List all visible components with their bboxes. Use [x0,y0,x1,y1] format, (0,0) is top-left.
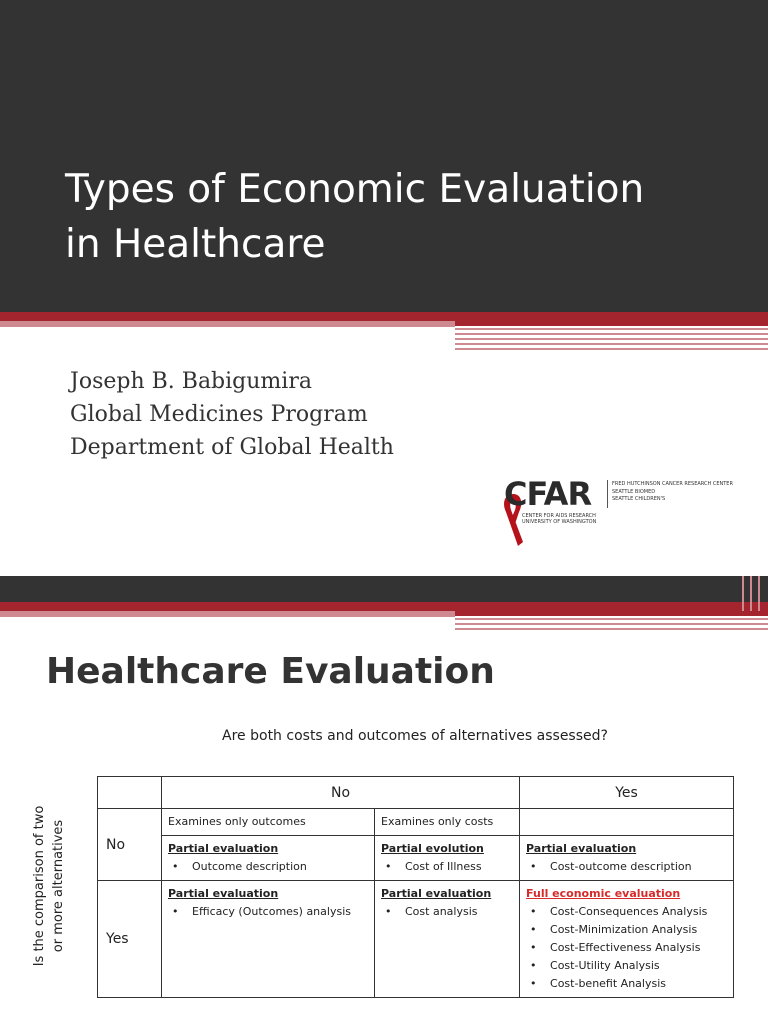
table-cell [520,836,734,881]
bullet-item: • Cost-Consequences Analysis [526,903,727,921]
cell-label: Partial evaluation [168,842,279,855]
partner-line: SEATTLE CHILDREN'S [612,496,666,502]
table-row [98,881,734,998]
bullet-item: • Cost-benefit Analysis [526,975,727,993]
row-label-no: No [98,809,162,881]
author-block [70,365,394,464]
header-band [0,576,768,602]
table-cell [162,836,375,881]
author-department: Department of Global Health [70,435,394,460]
column-question: Are both costs and outcomes of alternatives assessed? [222,728,608,744]
bullet-item: • Cost analysis [381,903,513,921]
content-slide [0,576,768,1024]
partner-line: FRED HUTCHINSON CANCER RESEARCH CENTER [612,481,733,487]
bullet-item: • Cost-Effectiveness Analysis [526,939,727,957]
col-header-yes: Yes [520,777,734,809]
bullet-item: • Cost-Utility Analysis [526,957,727,975]
bullet-item: • Cost-outcome description [526,858,727,876]
table-cell [375,836,520,881]
author-name: Joseph B. Babigumira [70,369,312,394]
cfar-wordmark: CFAR [504,475,592,513]
cfar-subtitle [522,513,596,525]
subheader-outcomes: Examines only outcomes [162,809,375,836]
bullet-item: • Outcome description [168,858,368,876]
cfar-subtitle-line: UNIVERSITY OF WASHINGTON [522,519,597,525]
table-header-row [98,777,734,809]
cell-label-highlight: Full economic evaluation [526,887,681,900]
cfar-logo [498,476,748,548]
subheader-costs: Examines only costs [375,809,520,836]
bullet-item: • Cost of Illness [381,858,513,876]
row-question-line-2: or more alternatives [51,819,66,953]
bullet-item: • Cost-Minimization Analysis [526,921,727,939]
cell-label: Partial evolution [381,842,484,855]
slide-title [65,162,745,272]
table-cell [375,881,520,998]
logo-divider [607,480,608,508]
cfar-partners [612,481,733,504]
table-subheader-row [98,809,734,836]
cell-label: Partial evaluation [526,842,637,855]
partner-line: SEATTLE BIOMED [612,488,656,495]
evaluation-matrix [97,776,734,998]
row-question [26,791,72,981]
table-cell [520,881,734,998]
col-header-no: No [162,777,520,809]
author-program: Global Medicines Program [70,402,368,427]
slide-title-line-2: in Healthcare [65,222,326,267]
row-label-yes: Yes [98,881,162,998]
cfar-subtitle-line: CENTER FOR AIDS RESEARCH [522,513,596,519]
slide-title: Healthcare Evaluation [46,651,495,692]
subheader-empty [520,809,734,836]
cell-label: Partial evaluation [168,887,279,900]
bullet-item: • Efficacy (Outcomes) analysis [168,903,368,921]
table-cell [162,881,375,998]
slide-title-line-1: Types of Economic Evaluation [65,167,645,212]
row-question-line-1: Is the comparison of two [32,805,47,967]
table-corner-cell [98,777,162,809]
cell-label: Partial evaluation [381,887,492,900]
table-row [98,836,734,881]
